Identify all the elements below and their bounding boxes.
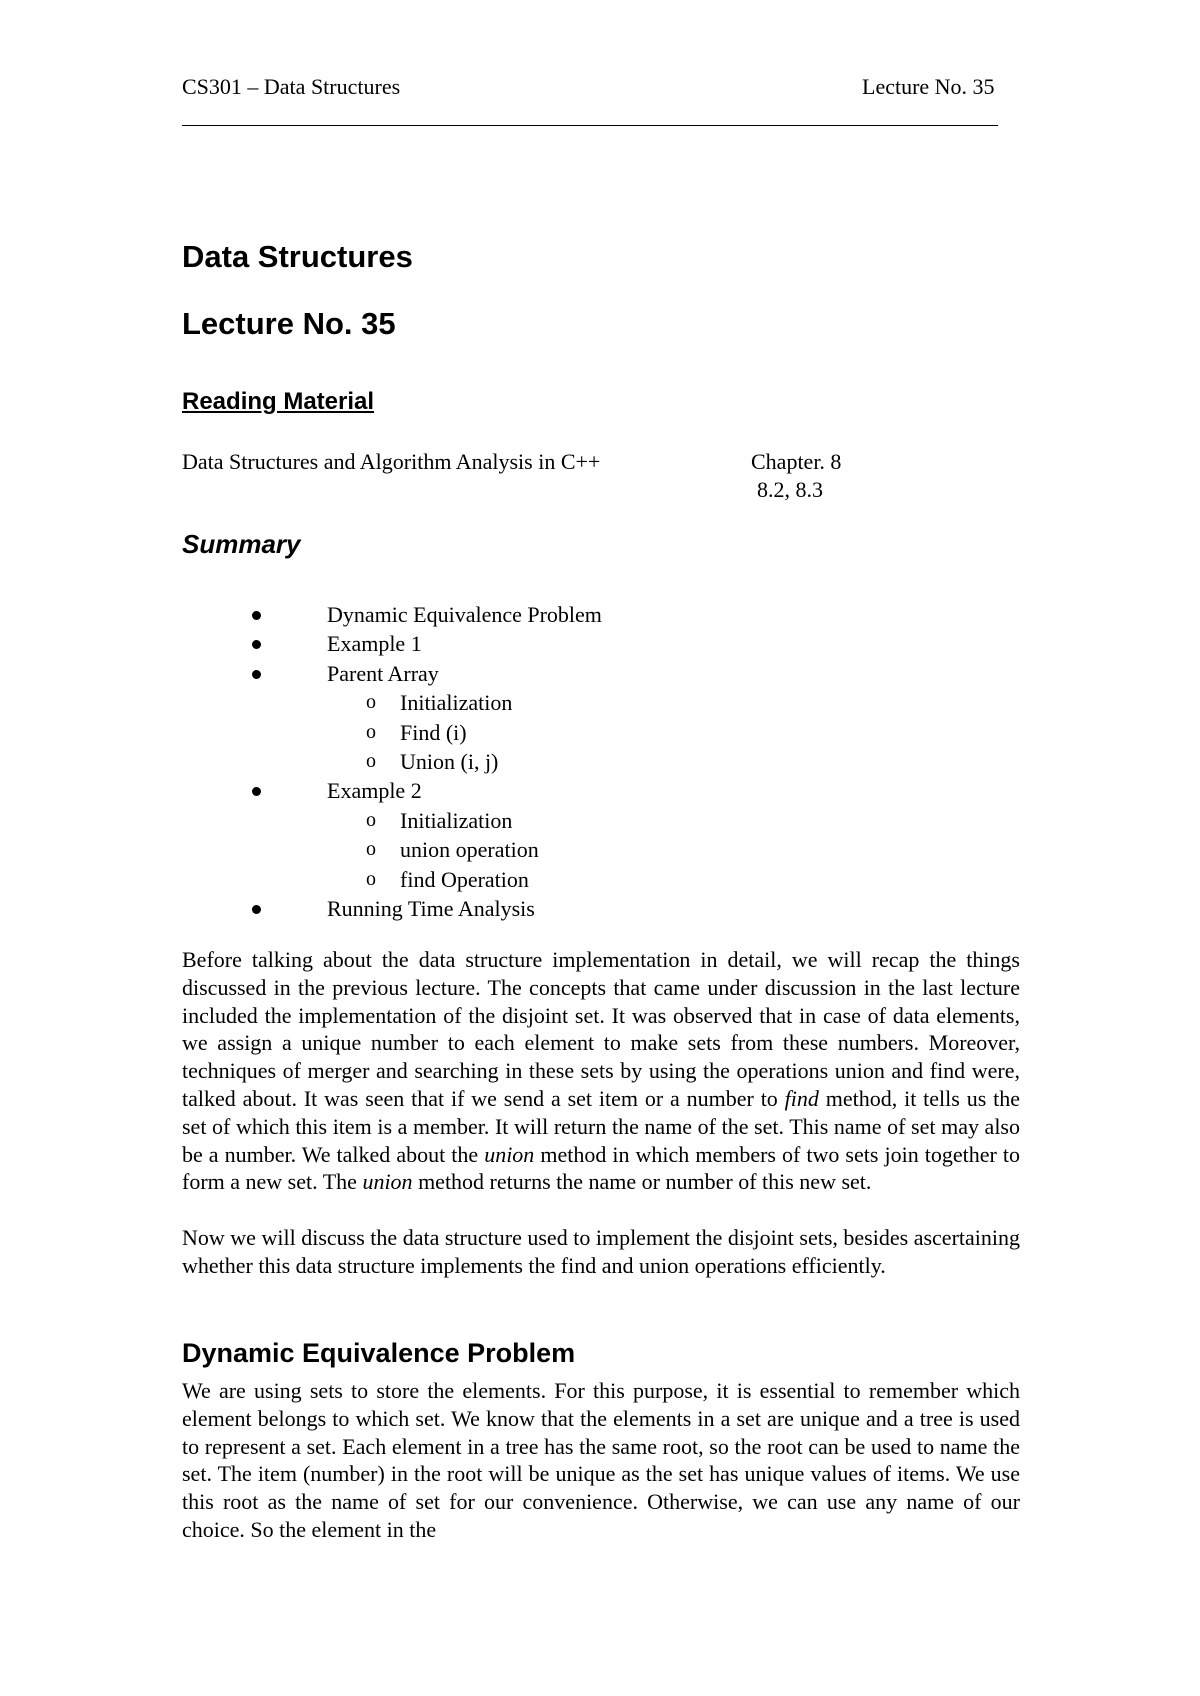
circle-bullet-icon: o [366,720,376,743]
circle-bullet-icon: o [366,808,376,831]
bullet-icon [252,670,261,679]
summary-subitem [0,747,1200,776]
union-emphasis: union [362,1169,413,1195]
lecture-heading: Lecture No. 35 [182,306,396,341]
summary-subitem [0,865,1200,894]
circle-bullet-icon: o [366,867,376,890]
intro-paragraph-2: Now we will discuss the data structure used to implement the disjoint sets, besides ascertaining whether this data structure implements the find and union operations efficiently. [182,1225,1020,1278]
summary-item-label: Example 1 [327,631,422,657]
summary-item [0,600,1200,629]
bullet-icon [252,640,261,649]
bullet-icon [252,905,261,914]
summary-item-label: Example 2 [327,778,422,804]
circle-bullet-icon: o [366,838,376,861]
summary-heading: Summary [182,529,301,559]
header-course: CS301 – Data Structures [182,74,401,99]
summary-item-label: Dynamic Equivalence Problem [327,602,602,627]
summary-item [0,894,1200,923]
summary-subitem-label: Initialization [400,690,513,716]
bullet-icon [252,611,261,620]
header-lecture-number: Lecture No. 35 [862,74,995,99]
find-emphasis: find [784,1085,819,1111]
summary-subitem [0,806,1200,835]
summary-subitem-label: Find (i) [400,719,467,745]
intro-text-part: Before talking about the data structure implementation in detail, we will recap the things discussed in the previous lecture. The concepts that came under discussion in the last lecture included the implementation of the disjoint set. It was observed that in case of data elements, we assign a unique number to each element to make sets from these numbers. Moreover, techniques of merger and searching in these sets by using the operations union and find were, talked about. It was seen that if we send a set item or a number to [182,947,1020,1111]
summary-subitem-label: Initialization [400,807,513,833]
section-heading: Dynamic Equivalence Problem [182,1338,576,1368]
summary-item-label: Running Time Analysis [327,895,535,921]
summary-item [0,776,1200,805]
summary-subitem-label: Union (i, j) [400,748,499,774]
reading-chapter: Chapter. 8 [751,449,842,474]
summary-item [0,659,1200,688]
summary-list [0,600,1200,923]
document-title: Data Structures [182,239,413,274]
header-divider [182,125,998,126]
summary-subitem-label: find Operation [400,866,529,892]
circle-bullet-icon: o [366,691,376,714]
bullet-icon [252,787,261,796]
section-paragraph: We are using sets to store the elements. For this purpose, it is essential to remember which element belongs to which set. We know that the elements in a set are unique and a tree is used to represent a set. Each element in a tree has the same root, so the root can be used to name the set. The item (number) in the root will be unique as the set has unique values of items. We use this root as the name of set for our convenience. Otherwise, we can use any name of our choice. So the element in the [182,1378,1020,1542]
union-emphasis: union [484,1141,535,1167]
summary-item [0,629,1200,658]
summary-subitem-label: union operation [400,837,539,863]
reading-material-heading: Reading Material [182,388,375,415]
intro-text-part: method in which members of two sets join together to form a new set. The [182,1141,1020,1195]
summary-subitem [0,688,1200,717]
intro-text-part: method returns the name or number of this new set. [412,1169,872,1195]
summary-subitem [0,835,1200,864]
circle-bullet-icon: o [366,749,376,772]
summary-subitem [0,718,1200,747]
reading-book-title: Data Structures and Algorithm Analysis in C++ [182,449,601,474]
reading-sections: 8.2, 8.3 [757,477,823,502]
summary-item-label: Parent Array [327,660,439,686]
intro-text-part: method, it tells us the set of which this item is a member. It will return the name of the set. This name of set may also be a number. We talked about the [182,1085,1020,1167]
intro-paragraph [182,946,1020,1196]
